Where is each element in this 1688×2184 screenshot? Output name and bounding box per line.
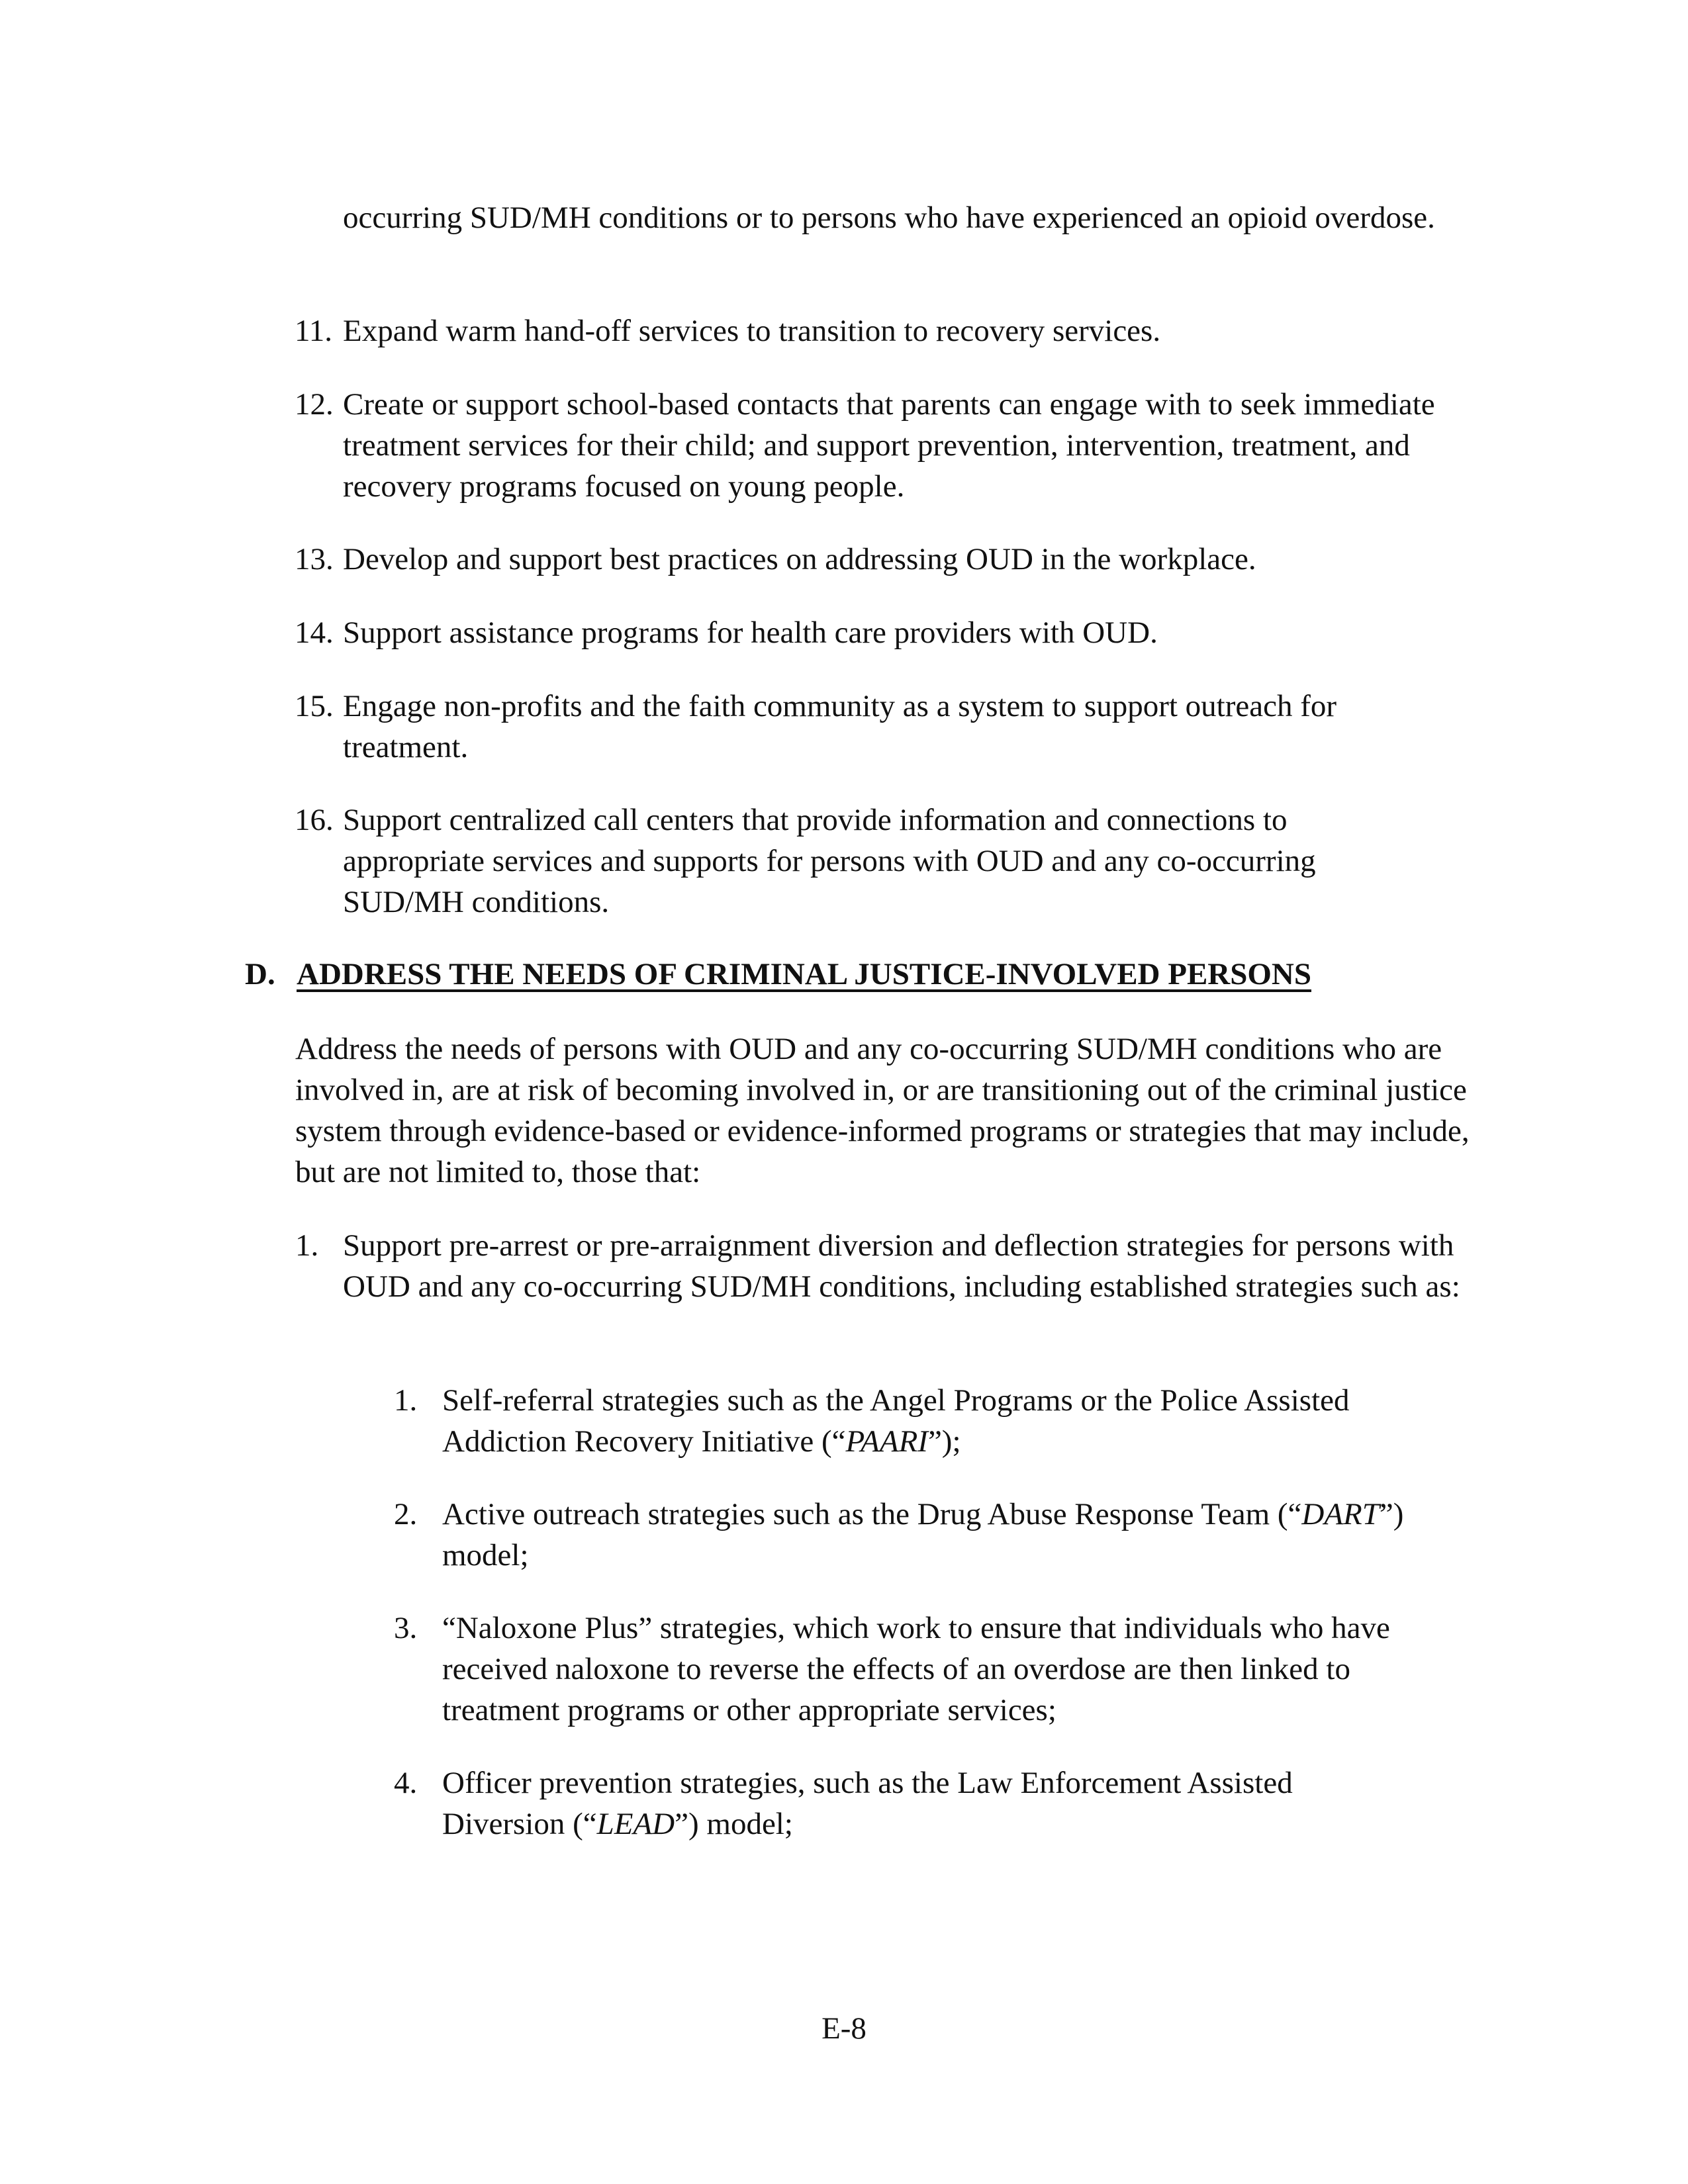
list-item-text: Engage non-profits and the faith community as a system to support outreach for treatment.	[343, 689, 1337, 764]
section-heading	[245, 954, 1503, 995]
list-item-number: 11.	[295, 314, 333, 348]
list-item-number: 1.	[295, 1228, 319, 1263]
list-item-text: Support centralized call centers that provide information and connections to appropriate services and supports for persons with OUD and any co-occurring SUD/MH conditions.	[343, 803, 1316, 919]
abbreviation: DART	[1301, 1497, 1380, 1531]
sub-item-text: Officer prevention strategies, such as the Law Enforcement Assisted Diversion (“LEAD”) model;	[442, 1766, 1293, 1841]
list-item-number: 13.	[295, 542, 334, 576]
sub-list-item	[394, 1494, 1486, 1576]
sub-item-text: Self-referral strategies such as the Angel Programs or the Police Assisted Addiction Recovery Initiative (“PAARI”);	[442, 1383, 1350, 1459]
abbreviation: LEAD	[596, 1807, 675, 1841]
list-item-number: 15.	[295, 689, 334, 723]
page-number: E-8	[821, 2011, 867, 2046]
section-intro-text: Address the needs of persons with OUD and any co-occurring SUD/MH conditions who are involved in, are at risk of becoming involved in, or are transitioning out of the criminal justice system through evidence-based or evidence-informed programs or strategies that may include, but are not limited to, those that:	[295, 1032, 1470, 1189]
list-item-text: Create or support school-based contacts that parents can engage with to seek immediate treatment services for their child; and support prevention, intervention, treatment, and recovery programs focused on young people.	[343, 387, 1435, 504]
list-item	[295, 686, 1499, 768]
section-intro-paragraph	[295, 1028, 1474, 1193]
continuation-paragraph	[343, 197, 1468, 238]
list-item	[295, 612, 1499, 653]
abbreviation: PAARI	[845, 1424, 928, 1459]
list-item-number: 12.	[295, 387, 334, 422]
sub-item-number: 2.	[394, 1497, 418, 1531]
list-item	[295, 310, 1499, 351]
sub-item-text: Active outreach strategies such as the Drug Abuse Response Team (“DART”) model;	[442, 1497, 1404, 1572]
sub-list-item	[394, 1608, 1486, 1731]
section-letter: D.	[245, 957, 275, 991]
section-title: ADDRESS THE NEEDS OF CRIMINAL JUSTICE-INVOLVED PERSONS	[297, 957, 1312, 991]
sub-item-text: “Naloxone Plus” strategies, which work to ensure that individuals who have received naloxone to reverse the effects of an overdose are then linked to treatment programs or other appropriate services;	[442, 1611, 1390, 1727]
sub-item-number: 3.	[394, 1611, 418, 1645]
sub-list-item	[394, 1762, 1486, 1844]
list-item	[295, 539, 1499, 580]
list-item-text: Support assistance programs for health care providers with OUD.	[343, 615, 1158, 650]
list-item	[295, 384, 1499, 507]
continuation-text: occurring SUD/MH conditions or to persons who have experienced an opioid overdose.	[343, 201, 1435, 235]
list-item-text: Develop and support best practices on addressing OUD in the workplace.	[343, 542, 1256, 576]
list-item-text: Expand warm hand-off services to transition to recovery services.	[343, 314, 1161, 348]
list-item-number: 16.	[295, 803, 334, 837]
list-item	[295, 1225, 1513, 1307]
sub-item-number: 4.	[394, 1766, 418, 1800]
sub-list-item	[394, 1380, 1486, 1462]
list-item-text: Support pre-arrest or pre-arraignment diversion and deflection strategies for persons with OUD and any co-occurring SUD/MH conditions, including established strategies such as:	[343, 1228, 1460, 1304]
list-item-number: 14.	[295, 615, 334, 650]
list-item	[295, 799, 1499, 923]
sub-item-number: 1.	[394, 1383, 418, 1418]
